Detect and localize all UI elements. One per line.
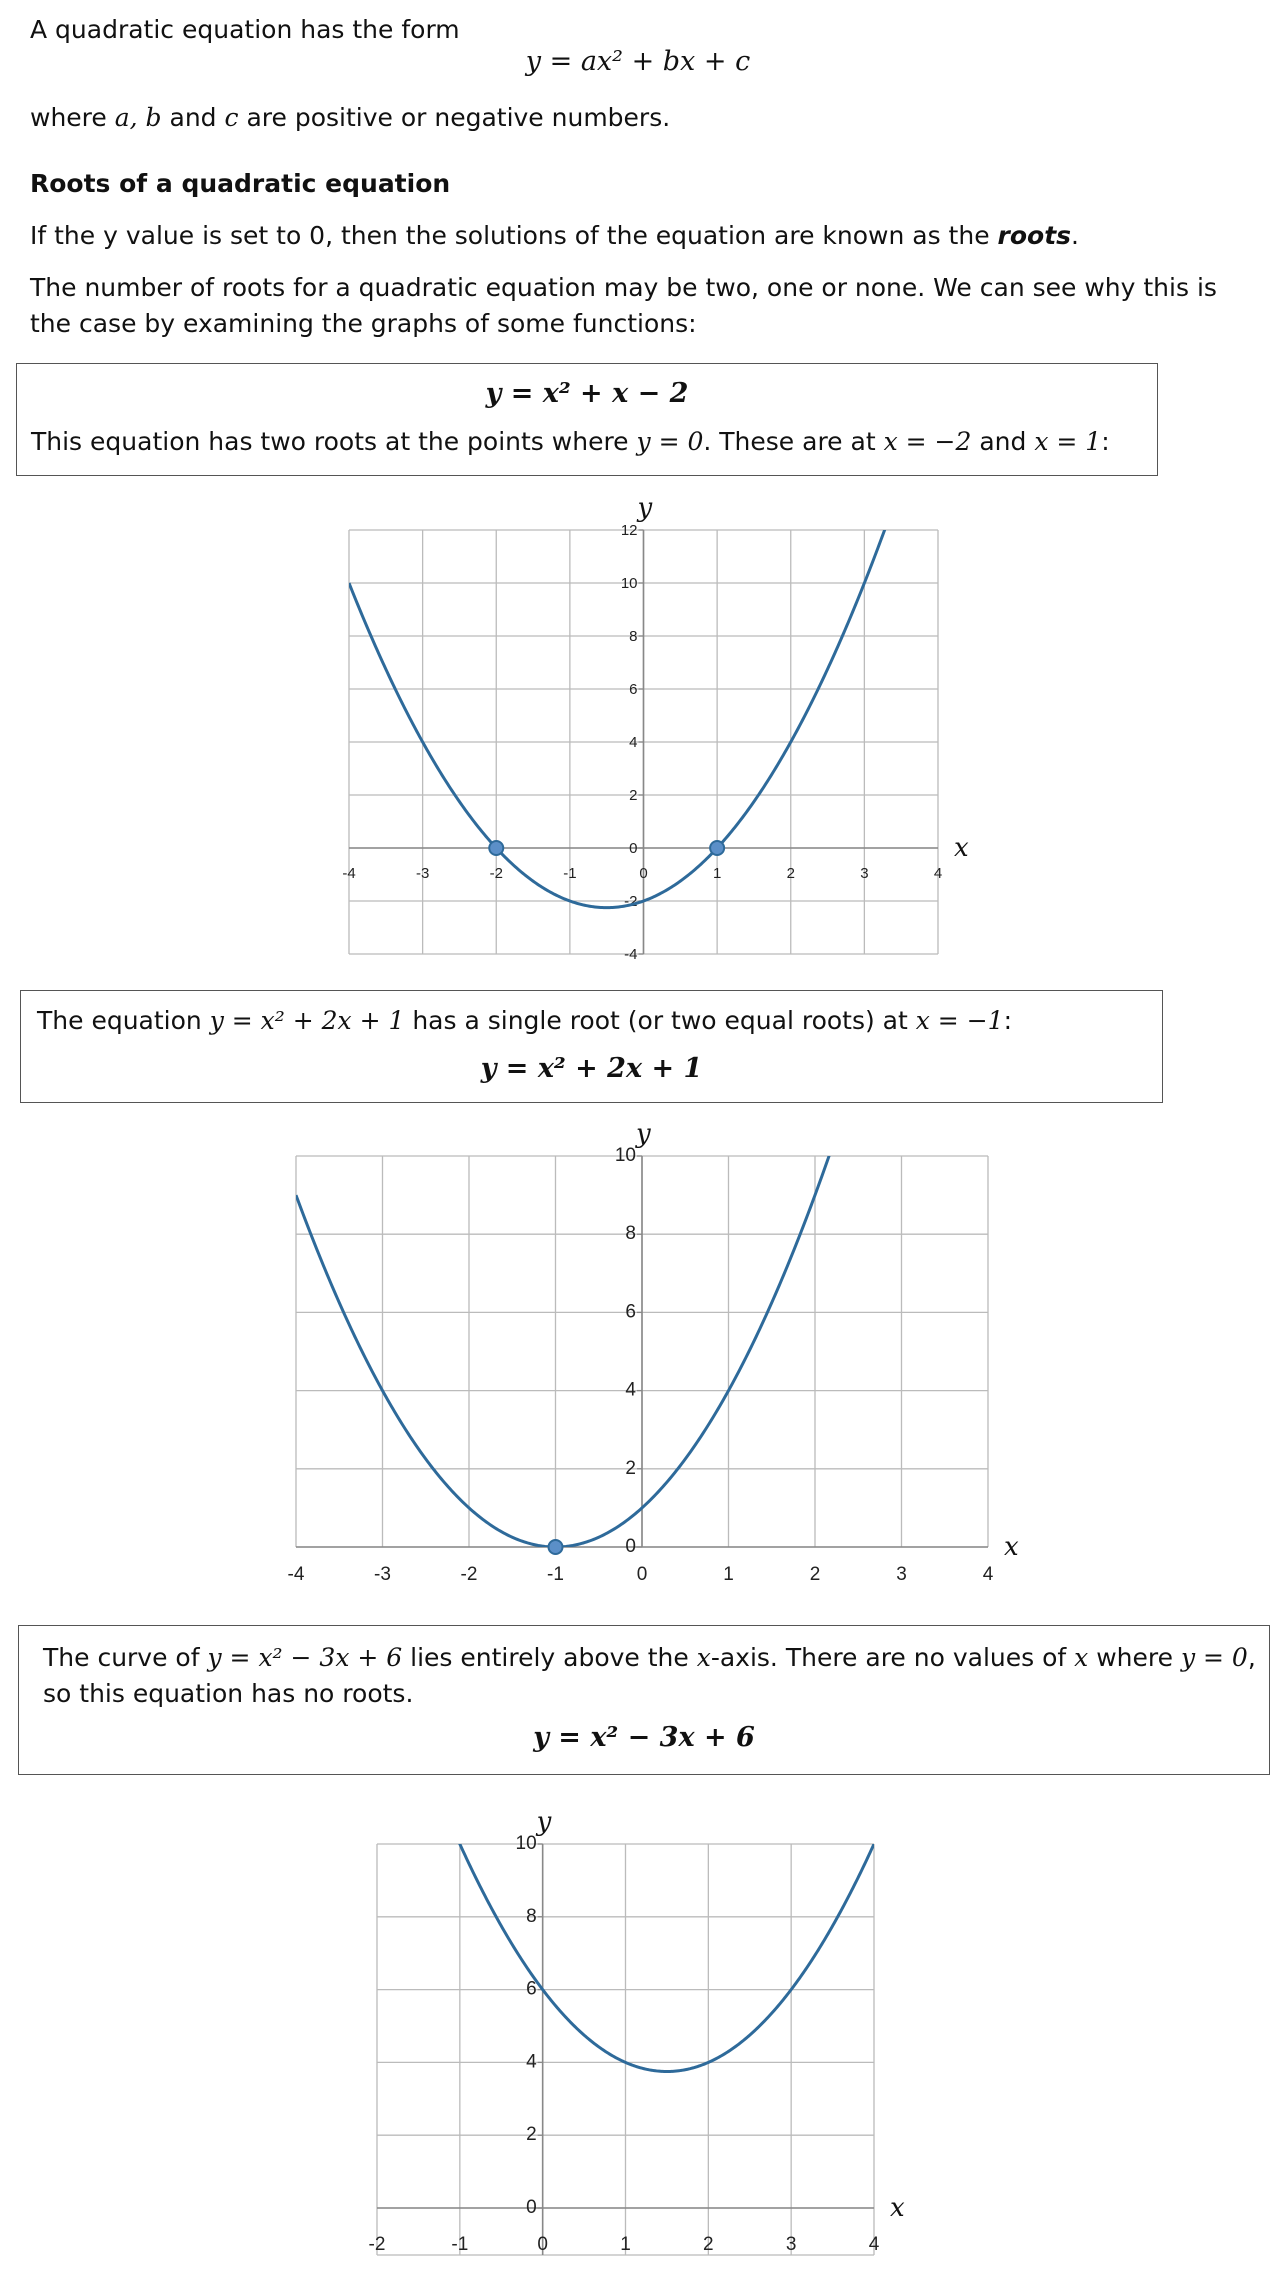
y-tick-label: 6 xyxy=(629,681,638,698)
box2-equation: y = x² + 2x + 1 xyxy=(480,1053,703,1084)
box1-math: x = −2 xyxy=(883,427,972,456)
y-tick-label: 0 xyxy=(526,2197,537,2218)
box3-text-part: lies entirely above the xyxy=(402,1643,697,1672)
definition-text: . xyxy=(1071,221,1079,250)
y-axis-label: y xyxy=(637,493,653,523)
y-axis-label: y xyxy=(536,1807,552,1837)
intro-text: are positive or negative numbers. xyxy=(238,103,671,132)
x-tick-label: 1 xyxy=(723,1564,734,1585)
x-tick-label: 2 xyxy=(786,865,795,882)
x-axis-label: x xyxy=(1004,1532,1019,1562)
general-formula: y = ax² + bx + c xyxy=(525,46,751,77)
y-tick-label: 4 xyxy=(526,2051,537,2073)
y-tick-label: 2 xyxy=(526,2124,537,2146)
box1-text xyxy=(31,424,1143,460)
intro-vars: a, b xyxy=(114,103,162,132)
y-tick-label: 0 xyxy=(629,840,638,857)
x-tick-label: 4 xyxy=(933,865,943,882)
box1-text-part: . These are at xyxy=(703,427,884,456)
x-tick-label: -1 xyxy=(547,1564,564,1585)
single-root-chart xyxy=(0,1110,1276,1610)
two-roots-chart xyxy=(0,480,1276,963)
box1-text-part: : xyxy=(1101,427,1110,456)
x-tick-label: 3 xyxy=(785,2234,797,2255)
box3-text-part: The curve of xyxy=(43,1643,208,1672)
y-axis-label: y xyxy=(636,1119,651,1149)
root-marker xyxy=(710,841,724,855)
y-tick-label: 0 xyxy=(625,1536,636,1557)
single-root-box xyxy=(20,990,1163,1103)
y-tick-label: -2 xyxy=(624,893,638,910)
box1-equation: y = x² + x − 2 xyxy=(485,378,689,409)
x-tick-label: -1 xyxy=(563,865,577,882)
root-marker xyxy=(549,1540,563,1554)
box1-math: x = 1 xyxy=(1034,427,1102,456)
box2-text xyxy=(37,1003,1148,1039)
x-tick-label: 0 xyxy=(639,865,648,882)
x-axis-label: x xyxy=(890,2193,905,2223)
roots-term: roots xyxy=(997,221,1072,250)
y-tick-label: 4 xyxy=(625,1379,636,1401)
x-tick-label: 0 xyxy=(636,1564,648,1585)
y-tick-label: 2 xyxy=(629,787,638,804)
two-roots-box xyxy=(16,363,1158,476)
box3-text xyxy=(43,1640,1259,1712)
x-axis-label: x xyxy=(954,833,969,863)
box1-text-part: This equation has two roots at the points where xyxy=(31,427,637,456)
y-tick-label: 8 xyxy=(526,1905,537,1927)
x-tick-label: 1 xyxy=(712,865,722,882)
x-tick-label: -1 xyxy=(451,2234,469,2255)
y-tick-label: 4 xyxy=(629,734,638,751)
box3-text-part: where xyxy=(1088,1643,1181,1672)
box3-text-part: , xyxy=(1247,1643,1256,1672)
root-marker xyxy=(489,841,503,855)
intro-var-c: c xyxy=(224,103,239,132)
x-tick-label: -3 xyxy=(415,865,430,882)
y-tick-label: 6 xyxy=(526,1978,537,2000)
box3-math: x xyxy=(1074,1643,1089,1672)
y-tick-label: 10 xyxy=(620,575,638,592)
box3-equation: y = x² − 3x + 6 xyxy=(533,1722,755,1753)
roots-count-paragraph: The number of roots for a quadratic equation may be two, one or none. We can see why this is the case by examining the graphs of some functions: xyxy=(30,273,1217,338)
y-tick-label: 8 xyxy=(629,628,638,645)
y-tick-label: 6 xyxy=(625,1301,636,1323)
box2-text-part: has a single root (or two equal roots) at xyxy=(404,1006,916,1035)
intro-coefficients-line xyxy=(30,100,670,136)
box1-text-part: and xyxy=(971,427,1035,456)
y-tick-label: 12 xyxy=(620,522,638,539)
x-tick-label: -2 xyxy=(489,865,503,882)
box3-text-part: so this equation has no roots. xyxy=(43,1679,414,1708)
box2-math: x = −1 xyxy=(915,1006,1004,1035)
intro-line: A quadratic equation has the form xyxy=(30,15,460,44)
x-tick-label: -2 xyxy=(368,2234,386,2255)
x-tick-label: -3 xyxy=(374,1564,391,1585)
no-roots-box xyxy=(18,1625,1270,1775)
x-tick-label: -2 xyxy=(460,1564,478,1585)
section-heading: Roots of a quadratic equation xyxy=(30,169,451,198)
intro-text: where xyxy=(30,103,115,132)
roots-definition xyxy=(30,218,1079,254)
box3-text-part: -axis. There are no values of xyxy=(710,1643,1075,1672)
x-tick-label: 2 xyxy=(809,1564,821,1585)
box2-math: y = x² + 2x + 1 xyxy=(209,1006,405,1035)
y-tick-label: 10 xyxy=(515,1833,537,1854)
x-tick-label: -4 xyxy=(287,1564,305,1585)
box2-text-part: : xyxy=(1003,1006,1012,1035)
x-tick-label: 2 xyxy=(703,2234,714,2255)
intro-text: and xyxy=(161,103,225,132)
y-tick-label: -4 xyxy=(624,946,638,963)
box1-math: y = 0 xyxy=(636,427,704,456)
no-roots-chart xyxy=(0,1790,1276,2260)
y-tick-label: 8 xyxy=(625,1223,636,1245)
box3-math: x xyxy=(696,1643,711,1672)
box3-math: y = 0 xyxy=(1180,1643,1248,1672)
definition-text: If the y value is set to 0, then the solutions of the equation are known as the xyxy=(30,221,998,250)
x-tick-label: 3 xyxy=(896,1564,907,1585)
x-tick-label: 1 xyxy=(620,2234,631,2255)
x-tick-label: 3 xyxy=(860,865,869,882)
x-tick-label: 0 xyxy=(537,2234,548,2255)
x-tick-label: 4 xyxy=(982,1564,994,1585)
x-tick-label: 4 xyxy=(868,2234,880,2255)
x-tick-label: -4 xyxy=(342,865,356,882)
box3-math: y = x² − 3x + 6 xyxy=(207,1643,403,1672)
y-tick-label: 2 xyxy=(625,1457,636,1479)
y-tick-label: 10 xyxy=(614,1145,636,1166)
box2-text-part: The equation xyxy=(37,1006,210,1035)
